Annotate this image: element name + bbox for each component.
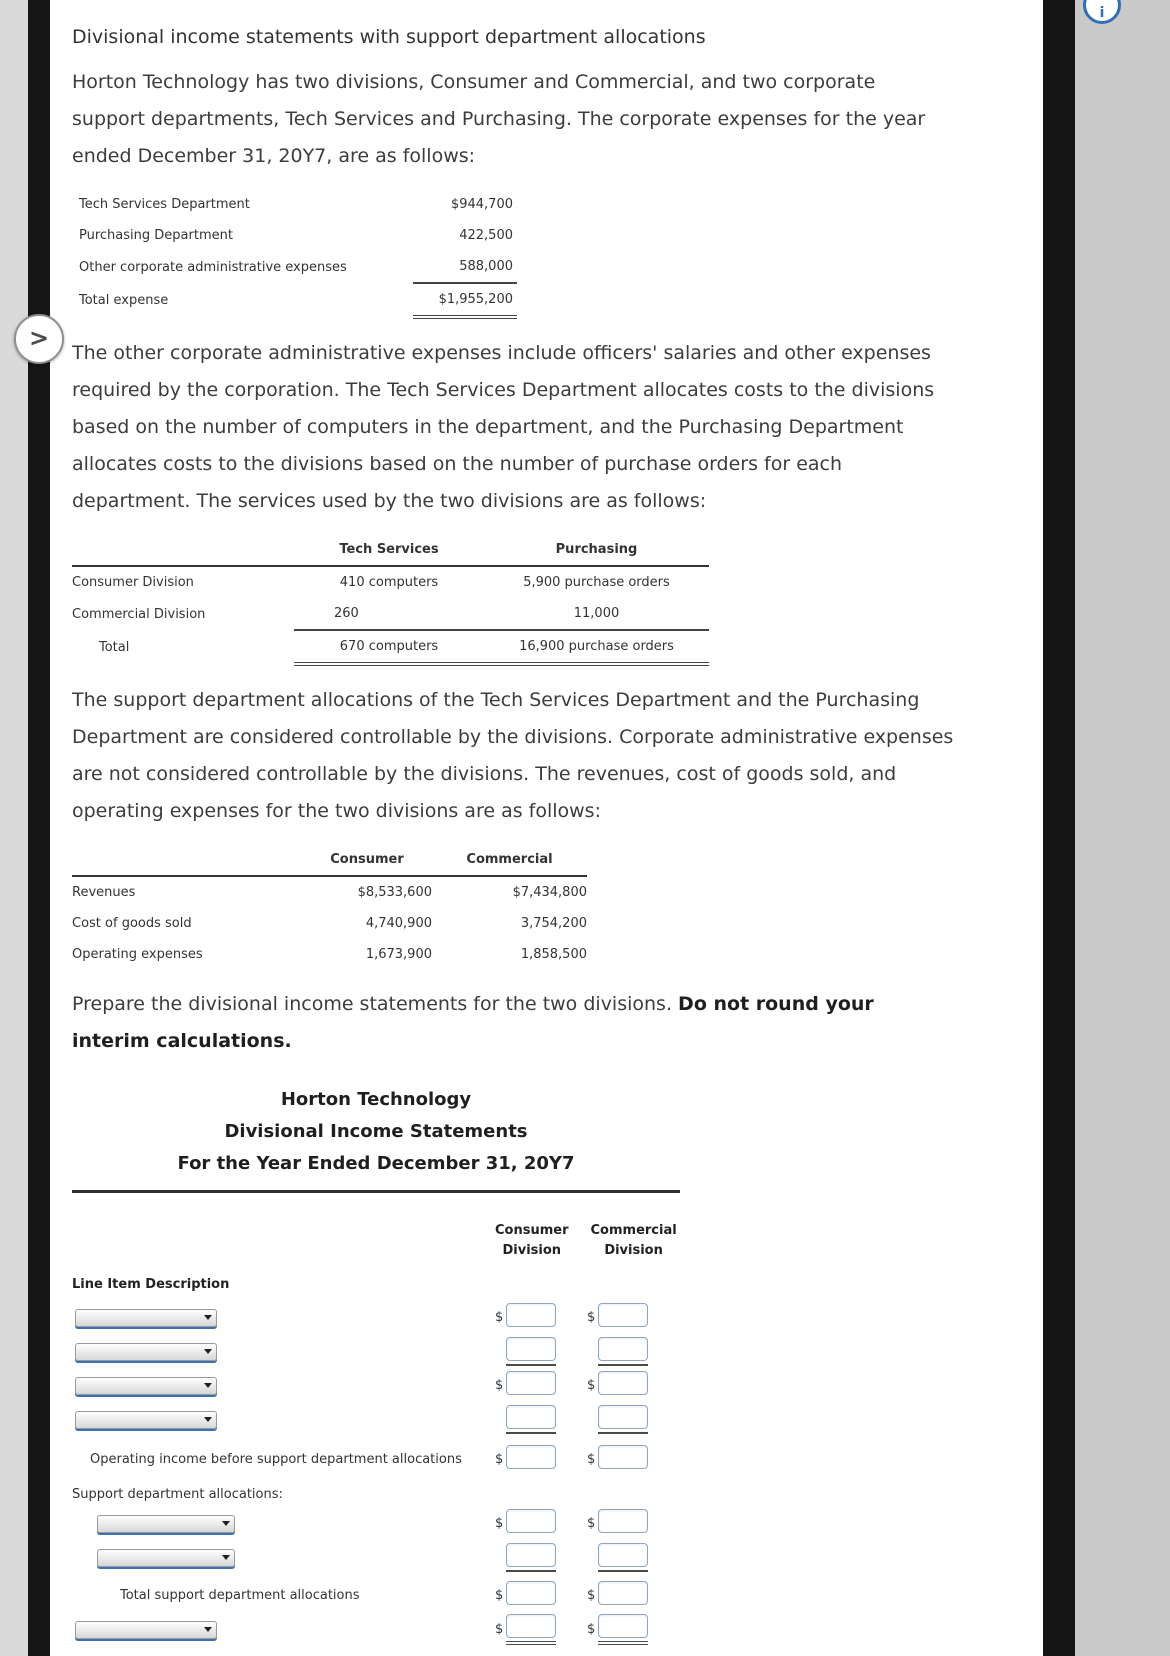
line-item-select[interactable] — [75, 1411, 217, 1429]
line-item-select[interactable] — [75, 1377, 217, 1395]
consumer-amount-input[interactable] — [506, 1405, 556, 1429]
statement-period: For the Year Ended December 31, 20Y7 — [177, 1153, 575, 1174]
row-value: 410 computers — [339, 575, 439, 590]
commercial-amount-input[interactable] — [598, 1614, 648, 1638]
currency-symbol: $ — [587, 1310, 596, 1325]
table-row — [72, 876, 587, 908]
table-row — [75, 283, 517, 317]
empty-header-cell — [72, 844, 302, 876]
row-label: Revenues — [72, 885, 136, 900]
commercial-amount-input[interactable] — [598, 1445, 648, 1469]
commercial-amount-input[interactable] — [598, 1371, 648, 1395]
row-label: Total — [99, 639, 130, 655]
consumer-amount-input[interactable] — [506, 1543, 556, 1567]
currency-symbol: $ — [495, 1516, 504, 1531]
consumer-amount-input[interactable] — [506, 1445, 556, 1469]
controllable-paragraph: The support department allocations of the Tech Services Department and the Purchasing Department are considered controllable by the divisions. Corporate administrative expenses are not considered controllable by the divisions. The revenues, cost of goods sold, and operating expenses for the two divisions are as follows: — [72, 689, 954, 822]
chevron-down-icon — [204, 1417, 212, 1422]
consumer-amount-input[interactable] — [506, 1303, 556, 1327]
col-header-commercial: Commercial — [432, 844, 587, 876]
total-support-row — [50, 1582, 1043, 1609]
line-item-select[interactable] — [75, 1621, 217, 1639]
row-value: 588,000 — [413, 251, 517, 283]
currency-symbol: $ — [587, 1516, 596, 1531]
chevron-down-icon — [204, 1315, 212, 1320]
col-header-consumer: Consumer — [302, 844, 432, 876]
final-income-row — [50, 1616, 1043, 1643]
instruction-text: Prepare the divisional income statements for the two divisions. — [72, 993, 679, 1015]
row-value: 5,900 purchase orders — [523, 575, 670, 590]
table-header-row — [72, 844, 587, 876]
consumer-amount-input[interactable] — [506, 1581, 556, 1605]
row-value: 4,740,900 — [365, 916, 432, 931]
commercial-amount-input[interactable] — [598, 1543, 648, 1567]
statement-heading — [72, 1084, 680, 1193]
expand-panel-button[interactable] — [14, 314, 64, 364]
line-item-select[interactable] — [75, 1309, 217, 1327]
empty-header-cell — [72, 534, 294, 566]
currency-symbol: $ — [587, 1588, 596, 1603]
right-sidebar-bar — [1043, 0, 1075, 1656]
currency-symbol: $ — [587, 1452, 596, 1467]
table-row — [72, 598, 709, 630]
support-allocation-row — [50, 1544, 1043, 1571]
problem-content — [50, 0, 1043, 1656]
row-label: Commercial Division — [72, 606, 206, 622]
statement-row — [50, 1338, 1043, 1365]
chevron-down-icon — [204, 1627, 212, 1632]
statement-title: Divisional Income Statements — [224, 1121, 528, 1142]
corporate-expense-table — [75, 189, 517, 319]
support-allocations-section-label: Support department allocations: — [72, 1487, 283, 1502]
table-row — [72, 630, 709, 664]
consumer-amount-input[interactable] — [506, 1509, 556, 1533]
support-allocation-row — [50, 1510, 1043, 1537]
table-row — [72, 566, 709, 598]
commercial-amount-input[interactable] — [598, 1509, 648, 1533]
col-header-purchasing: Purchasing — [484, 534, 709, 566]
row-value: $7,434,800 — [512, 885, 587, 900]
instruction-paragraph — [72, 986, 954, 1060]
row-value: 3,754,200 — [520, 916, 587, 931]
chevron-down-icon — [222, 1555, 230, 1560]
currency-symbol: $ — [495, 1588, 504, 1603]
currency-symbol: $ — [495, 1452, 504, 1467]
chevron-down-icon — [204, 1383, 212, 1388]
page-title: Divisional income statements with support department allocations — [72, 26, 706, 48]
statement-column-headers — [50, 1221, 1043, 1261]
row-value: 11,000 — [484, 598, 709, 630]
info-icon-glyph: i — [1099, 5, 1105, 21]
statement-row — [50, 1406, 1043, 1433]
currency-symbol: $ — [495, 1378, 504, 1393]
row-label: Consumer Division — [72, 575, 194, 590]
table-row — [75, 251, 517, 283]
row-label: Operating expenses — [72, 947, 203, 962]
row-label: Purchasing Department — [79, 228, 233, 243]
allocation-paragraph: The other corporate administrative expenses include officers' salaries and other expenses required by the corporation. The Tech Services Department allocates costs to the divisions based on the number of computers in the department, and the Purchasing Department allocates costs to the divisions based on the number of purchase orders for each department. The services used by the two divisions are as follows: — [72, 342, 935, 512]
row-label: Total expense — [79, 292, 169, 308]
consumer-amount-input[interactable] — [506, 1337, 556, 1361]
table-row — [72, 908, 587, 939]
commercial-amount-input[interactable] — [598, 1337, 648, 1361]
company-name: Horton Technology — [280, 1089, 472, 1110]
consumer-division-header: Consumer Division — [495, 1223, 569, 1258]
table-row — [75, 189, 517, 220]
currency-symbol: $ — [495, 1310, 504, 1325]
division-operations-table — [72, 844, 587, 970]
row-value: 422,500 — [459, 228, 513, 243]
info-icon[interactable] — [1083, 0, 1121, 24]
left-sidebar-bar — [28, 0, 50, 1656]
total-support-label: Total support department allocations — [120, 1588, 360, 1603]
column-spacer — [72, 1221, 495, 1261]
consumer-amount-input[interactable] — [506, 1371, 556, 1395]
table-row — [75, 220, 517, 251]
commercial-division-header: Commercial Division — [590, 1223, 677, 1258]
row-value: 260 — [294, 598, 484, 630]
table-header-row — [72, 534, 709, 566]
support-department-select[interactable] — [97, 1515, 235, 1533]
currency-symbol: $ — [495, 1622, 504, 1637]
row-value: 1,858,500 — [520, 947, 587, 962]
col-header-tech-services: Tech Services — [294, 534, 484, 566]
currency-symbol: $ — [587, 1622, 596, 1637]
row-value: 1,673,900 — [365, 947, 432, 962]
chevron-down-icon — [204, 1349, 212, 1354]
commercial-amount-input[interactable] — [598, 1581, 648, 1605]
support-department-select[interactable] — [97, 1549, 235, 1567]
left-gutter — [0, 0, 28, 1656]
line-item-description-header: Line Item Description — [72, 1277, 230, 1292]
statement-row — [50, 1372, 1043, 1399]
row-value: 16,900 purchase orders — [484, 630, 709, 664]
chevron-down-icon — [222, 1521, 230, 1526]
instruction-bold-text: Do not round your interim calculations. — [72, 993, 874, 1052]
chevron-right-icon: > — [28, 324, 50, 352]
table-row — [72, 939, 587, 970]
row-label: Tech Services Department — [79, 197, 250, 212]
line-item-select[interactable] — [75, 1343, 217, 1361]
operating-income-label: Operating income before support department allocations — [90, 1452, 462, 1467]
commercial-amount-input[interactable] — [598, 1303, 648, 1327]
commercial-amount-input[interactable] — [598, 1405, 648, 1429]
services-used-table — [72, 534, 709, 666]
row-label: Cost of goods sold — [72, 916, 192, 931]
operating-income-row — [50, 1446, 1043, 1473]
statement-row — [50, 1304, 1043, 1331]
row-value: $8,533,600 — [357, 885, 432, 900]
row-value: $1,955,200 — [413, 283, 517, 317]
row-label: Other corporate administrative expenses — [79, 259, 347, 275]
intro-paragraph: Horton Technology has two divisions, Consumer and Commercial, and two corporate support departments, Tech Services and Purchasing. The corporate expenses for the year ended December 31, 20Y7, are as follows: — [72, 71, 926, 167]
right-gutter — [1075, 0, 1170, 1656]
row-value: $944,700 — [450, 197, 513, 212]
row-value: 670 computers — [294, 630, 484, 664]
consumer-amount-input[interactable] — [506, 1614, 556, 1638]
currency-symbol: $ — [587, 1378, 596, 1393]
